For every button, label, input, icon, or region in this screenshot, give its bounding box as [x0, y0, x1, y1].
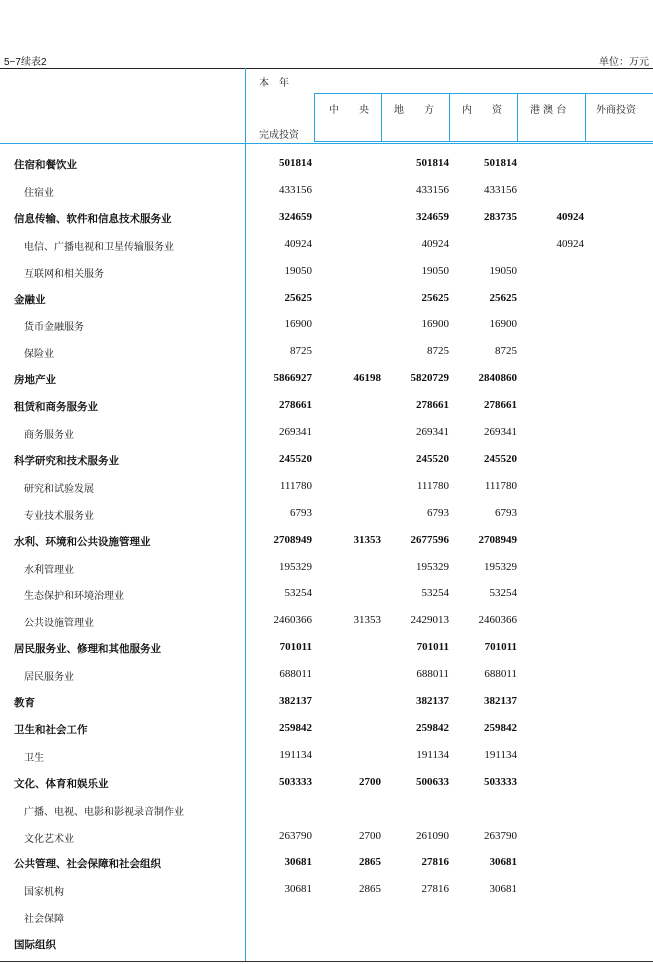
row-value: 2865	[359, 883, 381, 896]
row-value: 27816	[421, 883, 449, 896]
table-row	[0, 507, 653, 527]
row-label: 水利管理业	[24, 564, 74, 576]
row-label: 水利、环境和公共设施管理业	[14, 535, 151, 548]
row-value: 40924	[556, 237, 584, 250]
table-row	[0, 480, 653, 500]
row-label: 研究和试验发展	[24, 483, 94, 495]
table-row	[0, 856, 653, 876]
row-value: 25625	[284, 291, 312, 304]
table-row	[0, 426, 653, 446]
row-value: 25625	[489, 291, 517, 304]
row-label: 专业技术服务业	[24, 510, 94, 522]
row-value: 30681	[284, 883, 312, 896]
row-value: 111780	[484, 479, 517, 492]
row-value: 53254	[421, 587, 449, 600]
row-value: 8725	[290, 345, 312, 358]
row-value: 195329	[279, 560, 312, 573]
row-label: 教育	[14, 697, 35, 709]
row-label: 科学研究和技术服务业	[14, 454, 119, 467]
row-value: 501814	[484, 157, 517, 169]
row-value: 278661	[416, 399, 449, 412]
table-row	[0, 157, 653, 177]
row-value: 2708949	[273, 533, 312, 546]
row-value: 111780	[279, 479, 312, 492]
row-value: 2460366	[478, 614, 517, 627]
row-value: 40924	[284, 237, 312, 250]
row-value: 191134	[484, 748, 517, 761]
row-value: 261090	[416, 829, 449, 842]
row-label: 商务服务业	[24, 430, 74, 441]
row-value: 259842	[279, 721, 312, 734]
header-local: 地 方	[394, 105, 434, 116]
row-value: 269341	[484, 426, 517, 438]
header-year-total-bottom: 完成投资	[259, 130, 299, 141]
top-rule	[0, 68, 653, 69]
table-row	[0, 372, 653, 392]
row-value: 259842	[484, 721, 517, 734]
row-value: 263790	[279, 829, 312, 842]
table-caption: 5−7续表2	[4, 57, 47, 68]
row-label: 广播、电视、电影和影视录音制作业	[24, 806, 184, 818]
row-value: 16900	[489, 318, 517, 331]
row-value: 5820729	[410, 372, 449, 385]
row-value: 2865	[359, 856, 381, 869]
row-value: 16900	[421, 318, 449, 331]
row-value: 30681	[489, 883, 517, 896]
table-row	[0, 883, 653, 903]
row-value: 191134	[279, 748, 312, 761]
table-row	[0, 184, 653, 204]
table-row	[0, 292, 653, 312]
row-value: 6793	[427, 506, 449, 519]
table-row	[0, 830, 653, 850]
row-value: 19050	[284, 264, 312, 277]
row-value: 53254	[489, 587, 517, 600]
bottom-rule	[0, 961, 653, 962]
header-central-box	[314, 93, 382, 142]
row-value: 278661	[279, 399, 312, 412]
unit-label: 单位：万元	[599, 57, 649, 68]
row-value: 8725	[427, 345, 449, 358]
header-foreign-box	[586, 93, 653, 142]
row-value: 269341	[279, 426, 312, 438]
row-value: 53254	[284, 587, 312, 600]
row-value: 5866927	[273, 372, 312, 385]
row-value: 382137	[416, 695, 449, 707]
row-value: 2460366	[273, 614, 312, 627]
row-value: 27816	[421, 856, 449, 869]
header-local-box	[382, 93, 450, 142]
row-value: 324659	[416, 210, 449, 223]
row-value: 433156	[279, 183, 312, 196]
row-label: 房地产业	[14, 374, 56, 387]
row-value: 2700	[359, 775, 381, 788]
row-value: 111780	[416, 479, 449, 492]
header-domestic-box	[450, 93, 518, 142]
row-value: 245520	[279, 452, 312, 465]
row-value: 259842	[416, 721, 449, 734]
row-value: 245520	[484, 452, 517, 465]
row-label: 文化艺术业	[24, 833, 74, 845]
row-value: 433156	[484, 183, 517, 196]
row-value: 433156	[416, 183, 449, 196]
row-label: 租赁和商务服务业	[14, 401, 98, 414]
table-row	[0, 749, 653, 769]
row-value: 46198	[353, 372, 381, 385]
row-label: 国家机构	[24, 887, 64, 899]
table-row	[0, 534, 653, 554]
row-value: 30681	[284, 856, 312, 869]
row-label: 生态保护和环境治理业	[24, 591, 124, 603]
row-value: 195329	[416, 560, 449, 573]
row-value: 8725	[495, 345, 517, 358]
row-value: 688011	[484, 668, 517, 681]
table-row	[0, 803, 653, 823]
row-value: 503333	[484, 775, 517, 788]
row-value: 278661	[484, 399, 517, 412]
row-value: 195329	[484, 560, 517, 573]
table-row	[0, 399, 653, 419]
table-row	[0, 345, 653, 365]
table-row	[0, 695, 653, 715]
row-label: 货币金融服务	[24, 322, 84, 334]
row-label: 卫生	[24, 752, 44, 764]
row-value: 2840860	[478, 372, 517, 385]
row-label: 金融业	[14, 293, 46, 306]
row-value: 245520	[416, 452, 449, 465]
row-value: 382137	[484, 695, 517, 707]
row-label: 居民服务业、修理和其他服务业	[14, 643, 161, 656]
row-value: 701011	[416, 641, 449, 654]
row-label: 卫生和社会工作	[14, 723, 88, 736]
header-rule-left	[0, 143, 245, 144]
row-label: 互联网和相关服务	[24, 268, 104, 280]
row-label: 电信、广播电视和卫星传输服务业	[24, 241, 174, 253]
table-row	[0, 265, 653, 285]
row-value: 2429013	[410, 614, 449, 627]
row-value: 2677596	[410, 533, 449, 546]
row-value: 269341	[416, 426, 449, 438]
row-label: 文化、体育和娱乐业	[14, 777, 109, 790]
header-hk-macau-tw: 港 澳 台	[530, 105, 567, 116]
row-value: 31353	[353, 533, 381, 546]
row-value: 701011	[279, 641, 312, 654]
row-label: 住宿和餐饮业	[14, 159, 77, 171]
table-row	[0, 587, 653, 607]
table-row	[0, 776, 653, 796]
row-value: 701011	[484, 641, 517, 654]
table-row	[0, 453, 653, 473]
row-label: 住宿业	[24, 187, 54, 199]
row-value: 2708949	[478, 533, 517, 546]
row-label: 社会保障	[24, 914, 64, 926]
row-value: 2700	[359, 829, 381, 842]
row-value: 500633	[416, 775, 449, 788]
header-central: 中 央	[329, 105, 369, 116]
table-row	[0, 937, 653, 957]
row-label: 公共设施管理业	[24, 618, 94, 630]
header-domestic: 内 资	[462, 105, 502, 116]
table-row	[0, 910, 653, 930]
row-value: 263790	[484, 829, 517, 842]
row-value: 19050	[421, 264, 449, 277]
header-year-total-top: 本 年	[259, 78, 289, 89]
row-value: 6793	[495, 506, 517, 519]
table-row	[0, 614, 653, 634]
row-value: 501814	[279, 157, 312, 169]
row-label: 国际组织	[14, 939, 56, 952]
row-label: 公共管理、社会保障和社会组织	[14, 858, 161, 871]
row-value: 324659	[279, 210, 312, 223]
table-row	[0, 722, 653, 742]
row-label: 居民服务业	[24, 672, 74, 684]
table-row	[0, 668, 653, 688]
row-value: 688011	[416, 668, 449, 681]
table-row	[0, 211, 653, 231]
table-row	[0, 561, 653, 581]
table-row	[0, 641, 653, 661]
row-label: 保险业	[24, 349, 54, 361]
table-row	[0, 318, 653, 338]
row-value: 191134	[416, 748, 449, 761]
row-value: 40924	[421, 237, 449, 250]
row-value: 6793	[290, 506, 312, 519]
table-row	[0, 238, 653, 258]
row-value: 40924	[556, 210, 584, 223]
header-rule-right	[245, 143, 653, 144]
row-value: 382137	[279, 695, 312, 707]
row-value: 16900	[284, 318, 312, 331]
row-value: 25625	[421, 291, 449, 304]
header-hk-box	[518, 93, 586, 142]
header-foreign: 外商投资	[596, 105, 636, 116]
row-value: 30681	[489, 856, 517, 869]
row-value: 503333	[279, 775, 312, 788]
row-value: 283735	[484, 210, 517, 223]
row-value: 19050	[489, 264, 517, 277]
row-value: 501814	[416, 157, 449, 169]
row-value: 688011	[279, 668, 312, 681]
row-value: 31353	[353, 614, 381, 627]
row-label: 信息传输、软件和信息技术服务业	[14, 212, 172, 225]
